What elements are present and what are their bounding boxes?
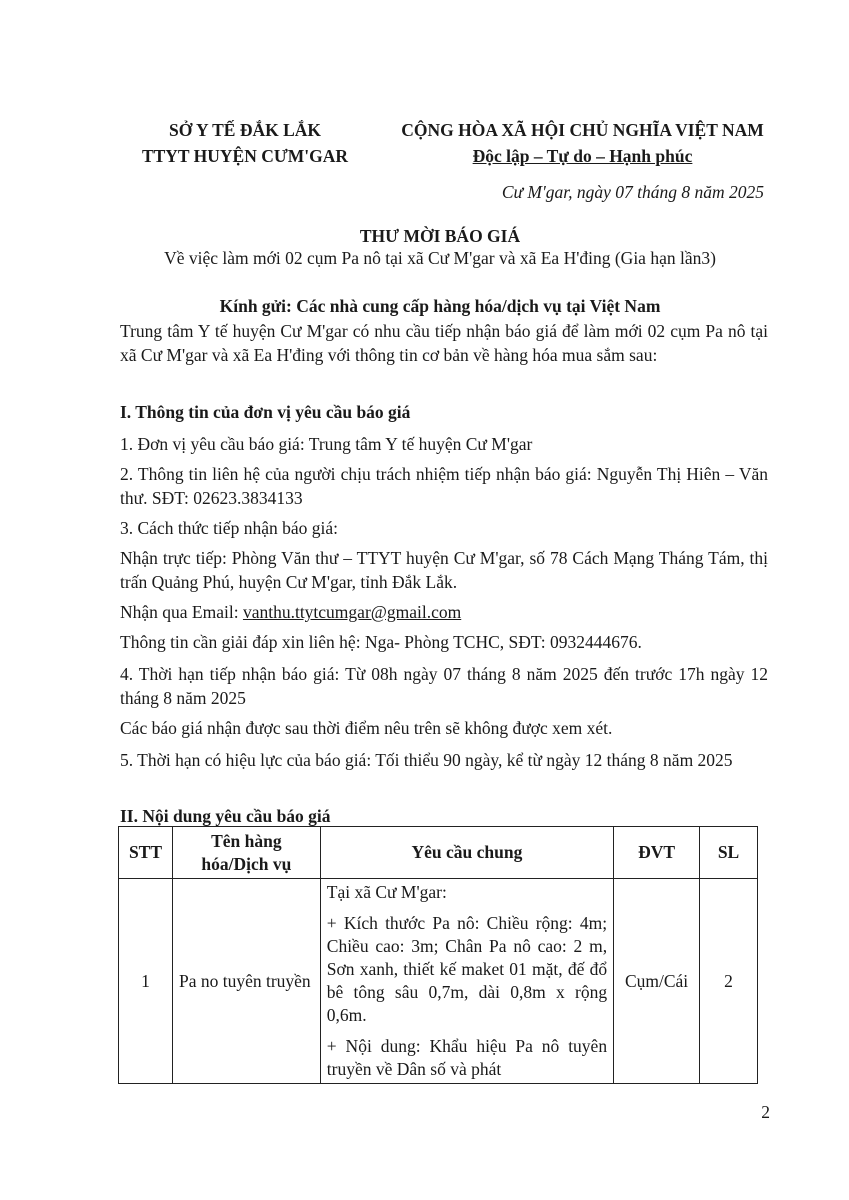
col-name: Tên hàng hóa/Dịch vụ — [172, 827, 320, 879]
col-unit: ĐVT — [614, 827, 700, 879]
col-qty: SL — [700, 827, 758, 879]
req-size: + Kích thước Pa nô: Chiều rộng: 4m; Chiều cao: 3m; Chân Pa nô cao: 2 m, Sơn xanh, thiết kế maket 01 mặt, đế đổ bê tông sâu 0,7m, dài 0,8m x rộng 0,6m. — [326, 913, 608, 1025]
email-label: Nhận qua Email: — [120, 602, 243, 622]
section1-heading: I. Thông tin của đơn vị yêu cầu báo giá — [120, 402, 411, 422]
direct-submission: Nhận trực tiếp: Phòng Văn thư – TTYT huyện Cư M'gar, số 78 Cách Mạng Tháng Tám, thị trấn Quảng Phú, huyện Cư M'gar, tỉnh Đắk Lắk. — [120, 548, 768, 592]
table-header-row — [119, 827, 758, 879]
intro-paragraph: Trung tâm Y tế huyện Cư M'gar có nhu cầu tiếp nhận báo giá để làm mới 02 cụm Pa nô tại xã Cư M'gar và xã Ea H'đing với thông tin cơ bản về hàng hóa mua sắm sau: — [120, 321, 768, 365]
page-number: 2 — [761, 1102, 770, 1122]
row-qty: 2 — [700, 879, 758, 1084]
row-unit: Cụm/Cái — [614, 879, 700, 1084]
section1-item3: 3. Cách thức tiếp nhận báo giá: — [120, 518, 338, 538]
national-title: CỘNG HÒA XÃ HỘI CHỦ NGHĨA VIỆT NAM — [401, 120, 764, 140]
email-submission — [120, 600, 770, 624]
national-motto — [385, 146, 780, 167]
agency-name: TTYT HUYỆN CƯM'GAR — [141, 146, 349, 166]
email-link[interactable]: vanthu.ttytcumgar@gmail.com — [242, 602, 462, 622]
document-subject: Về việc làm mới 02 cụm Pa nô tại xã Cư M'gar và xã Ea H'đing (Gia hạn lần3) — [164, 248, 716, 268]
section2-heading: II. Nội dung yêu cầu báo giá — [120, 806, 331, 826]
quotation-table — [118, 826, 758, 1084]
section1-item2: 2. Thông tin liên hệ của người chịu trách nhiệm tiếp nhận báo giá: Nguyễn Thị Hiên – Văn thư. SĐT: 02623.3834133 — [120, 464, 768, 508]
section1-item1: 1. Đơn vị yêu cầu báo giá: Trung tâm Y tế huyện Cư M'gar — [120, 434, 533, 454]
addressee: Kính gửi: Các nhà cung cấp hàng hóa/dịch vụ tại Việt Nam — [219, 296, 661, 316]
row-requirement — [320, 879, 613, 1084]
col-stt: STT — [119, 827, 173, 879]
agency-parent: SỞ Y TẾ ĐẮK LẮK — [168, 120, 322, 140]
document-date: Cư M'gar, ngày 07 tháng 8 năm 2025 — [501, 182, 764, 202]
section1-item5: 5. Thời hạn có hiệu lực của báo giá: Tối thiểu 90 ngày, kể từ ngày 12 tháng 8 năm 2025 — [120, 750, 733, 770]
req-location: Tại xã Cư M'gar: — [326, 882, 447, 902]
table-row — [119, 879, 758, 1084]
row-name: Pa no tuyên truyền — [172, 879, 320, 1084]
contact-info: Thông tin cần giải đáp xin liên hệ: Nga- Phòng TCHC, SĐT: 0932444676. — [120, 632, 642, 652]
req-content: + Nội dung: Khẩu hiệu Pa nô tuyên truyền về Dân số và phát — [326, 1036, 608, 1079]
document-title: THƯ MỜI BÁO GIÁ — [359, 226, 521, 246]
section1-item4: 4. Thời hạn tiếp nhận báo giá: Từ 08h ngày 07 tháng 8 năm 2025 đến trước 17h ngày 12 tháng 8 năm 2025 — [120, 664, 768, 708]
motto-text: Độc lập – Tự do – Hạnh phúc — [472, 146, 693, 166]
col-requirement: Yêu cầu chung — [320, 827, 613, 879]
late-note: Các báo giá nhận được sau thời điểm nêu trên sẽ không được xem xét. — [120, 718, 613, 738]
row-stt: 1 — [119, 879, 173, 1084]
